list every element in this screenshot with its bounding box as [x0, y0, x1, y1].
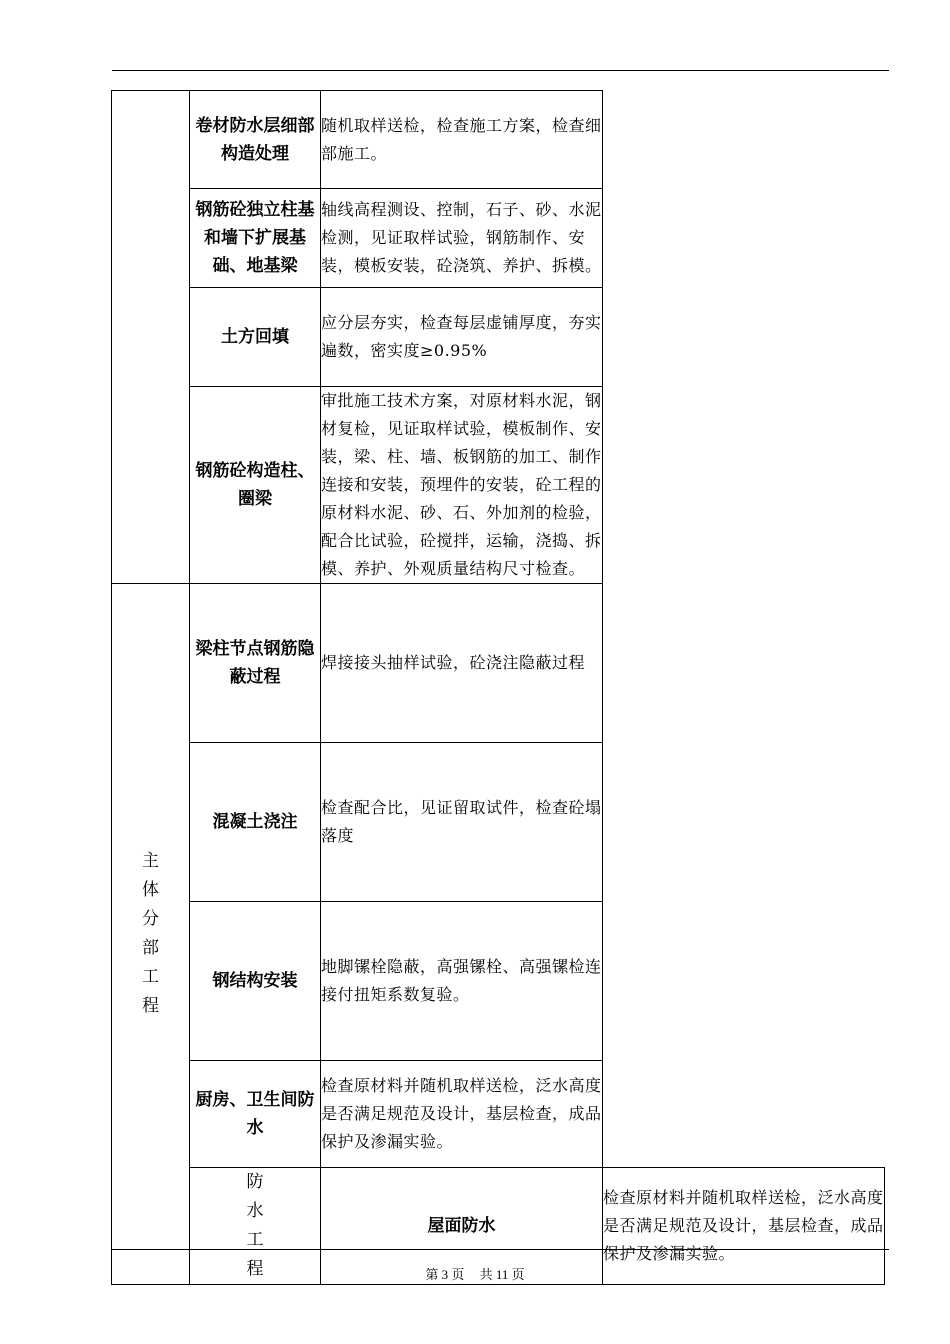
page-footer: [0, 1264, 950, 1283]
item-cell: 屋面防水: [321, 1168, 603, 1285]
table-row: [112, 91, 885, 189]
page-total: 共 11 页: [479, 1267, 525, 1282]
footer-rule: [112, 1249, 889, 1250]
item-cell: 土方回填: [190, 288, 321, 387]
item-cell: 钢结构安装: [190, 902, 321, 1061]
desc-cell: 检查原材料并随机取样送检，泛水高度是否满足规范及设计，基层检查，成品保护及渗漏实验。: [321, 1061, 603, 1168]
page-number: 第 3 页: [425, 1267, 465, 1282]
item-cell: 混凝土浇注: [190, 743, 321, 902]
category-label: 防水工程: [246, 1172, 264, 1279]
table-row: [112, 902, 885, 1061]
desc-cell: 审批施工技术方案，对原材料水泥，钢材复检，见证取样试验，模板制作、安装，梁、柱、墙、板钢筋的加工、制作连接和安装，预埋件的安装，砼工程的原材料水泥、砂、石、外加剂的检验，配合比试验，砼搅拌，运输，浇捣、拆模、养护、外观质量结构尺寸检查。: [321, 387, 603, 584]
table-row: [112, 387, 885, 584]
desc-cell: 检查原材料并随机取样送检，泛水高度是否满足规范及设计，基层检查，成品保护及渗漏实验。: [603, 1168, 885, 1285]
inspection-table: [111, 90, 885, 1285]
item-cell: 梁柱节点钢筋隐蔽过程: [190, 584, 321, 743]
table-row: [112, 189, 885, 288]
item-cell: 厨房、卫生间防水: [190, 1061, 321, 1168]
desc-cell: 检查配合比，见证留取试件，检查砼塌落度: [321, 743, 603, 902]
table-row: [112, 584, 885, 743]
item-cell: 钢筋砼独立柱基和墙下扩展基础、地基梁: [190, 189, 321, 288]
header-rule: [112, 70, 889, 71]
desc-cell: 应分层夯实，检查每层虚铺厚度，夯实遍数，密实度≥0.95%: [321, 288, 603, 387]
table-row: [112, 743, 885, 902]
item-cell: 钢筋砼构造柱、圈梁: [190, 387, 321, 584]
category-label: 主体分部工程: [141, 851, 159, 1016]
table-row: [112, 1061, 885, 1168]
desc-cell: 焊接接头抽样试验，砼浇注隐蔽过程: [321, 584, 603, 743]
category-cell-main-structure: [112, 584, 190, 1285]
desc-cell: 随机取样送检，检查施工方案，检查细部施工。: [321, 91, 603, 189]
category-cell-empty: [112, 91, 190, 584]
desc-cell: 地脚镙栓隐蔽，高强镙栓、高强镙检连接付扭矩系数复验。: [321, 902, 603, 1061]
table-row: [112, 288, 885, 387]
desc-cell: 轴线高程测设、控制，石子、砂、水泥检测，见证取样试验，钢筋制作、安装，模板安装，砼浇筑、养护、拆模。: [321, 189, 603, 288]
item-cell: 卷材防水层细部构造处理: [190, 91, 321, 189]
